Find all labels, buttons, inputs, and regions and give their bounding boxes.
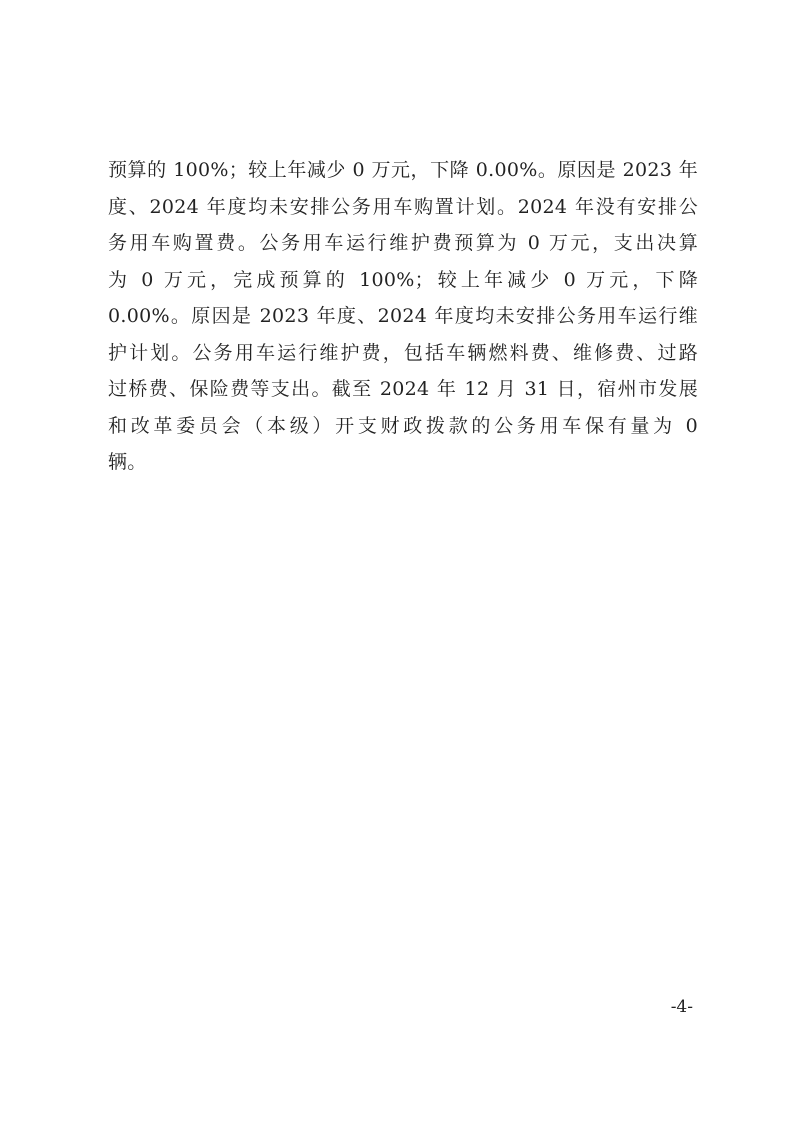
- paragraph-line-1: 预算的 100%；较上年减少 0 万元，下降 0.00%。原因是 2023 年: [108, 159, 698, 181]
- paragraph-line-2: 度、2024 年度均未安排公务用车购置计划。2024 年没有安排公: [108, 195, 698, 218]
- paragraph-line-7: 过桥费、保险费等支出。截至 2024 年 12 月 31 日，宿州市发展: [108, 378, 698, 400]
- paragraph-line-8: 和改革委员会（本级）开支财政拨款的公务用车保有量为 0: [108, 414, 698, 437]
- paragraph-line-9: 辆。: [108, 451, 147, 473]
- body-paragraph: [108, 152, 698, 481]
- page-number: -4-: [670, 997, 693, 1017]
- paragraph-line-4: 为 0 万元，完成预算的 100%；较上年减少 0 万元，下降: [108, 268, 698, 291]
- paragraph-line-5: 0.00%。原因是 2023 年度、2024 年度均未安排公务用车运行维: [108, 305, 698, 327]
- paragraph-line-6: 护计划。公务用车运行维护费，包括车辆燃料费、维修费、过路: [108, 341, 698, 364]
- paragraph-line-3: 务用车购置费。公务用车运行维护费预算为 0 万元，支出决算: [108, 232, 698, 254]
